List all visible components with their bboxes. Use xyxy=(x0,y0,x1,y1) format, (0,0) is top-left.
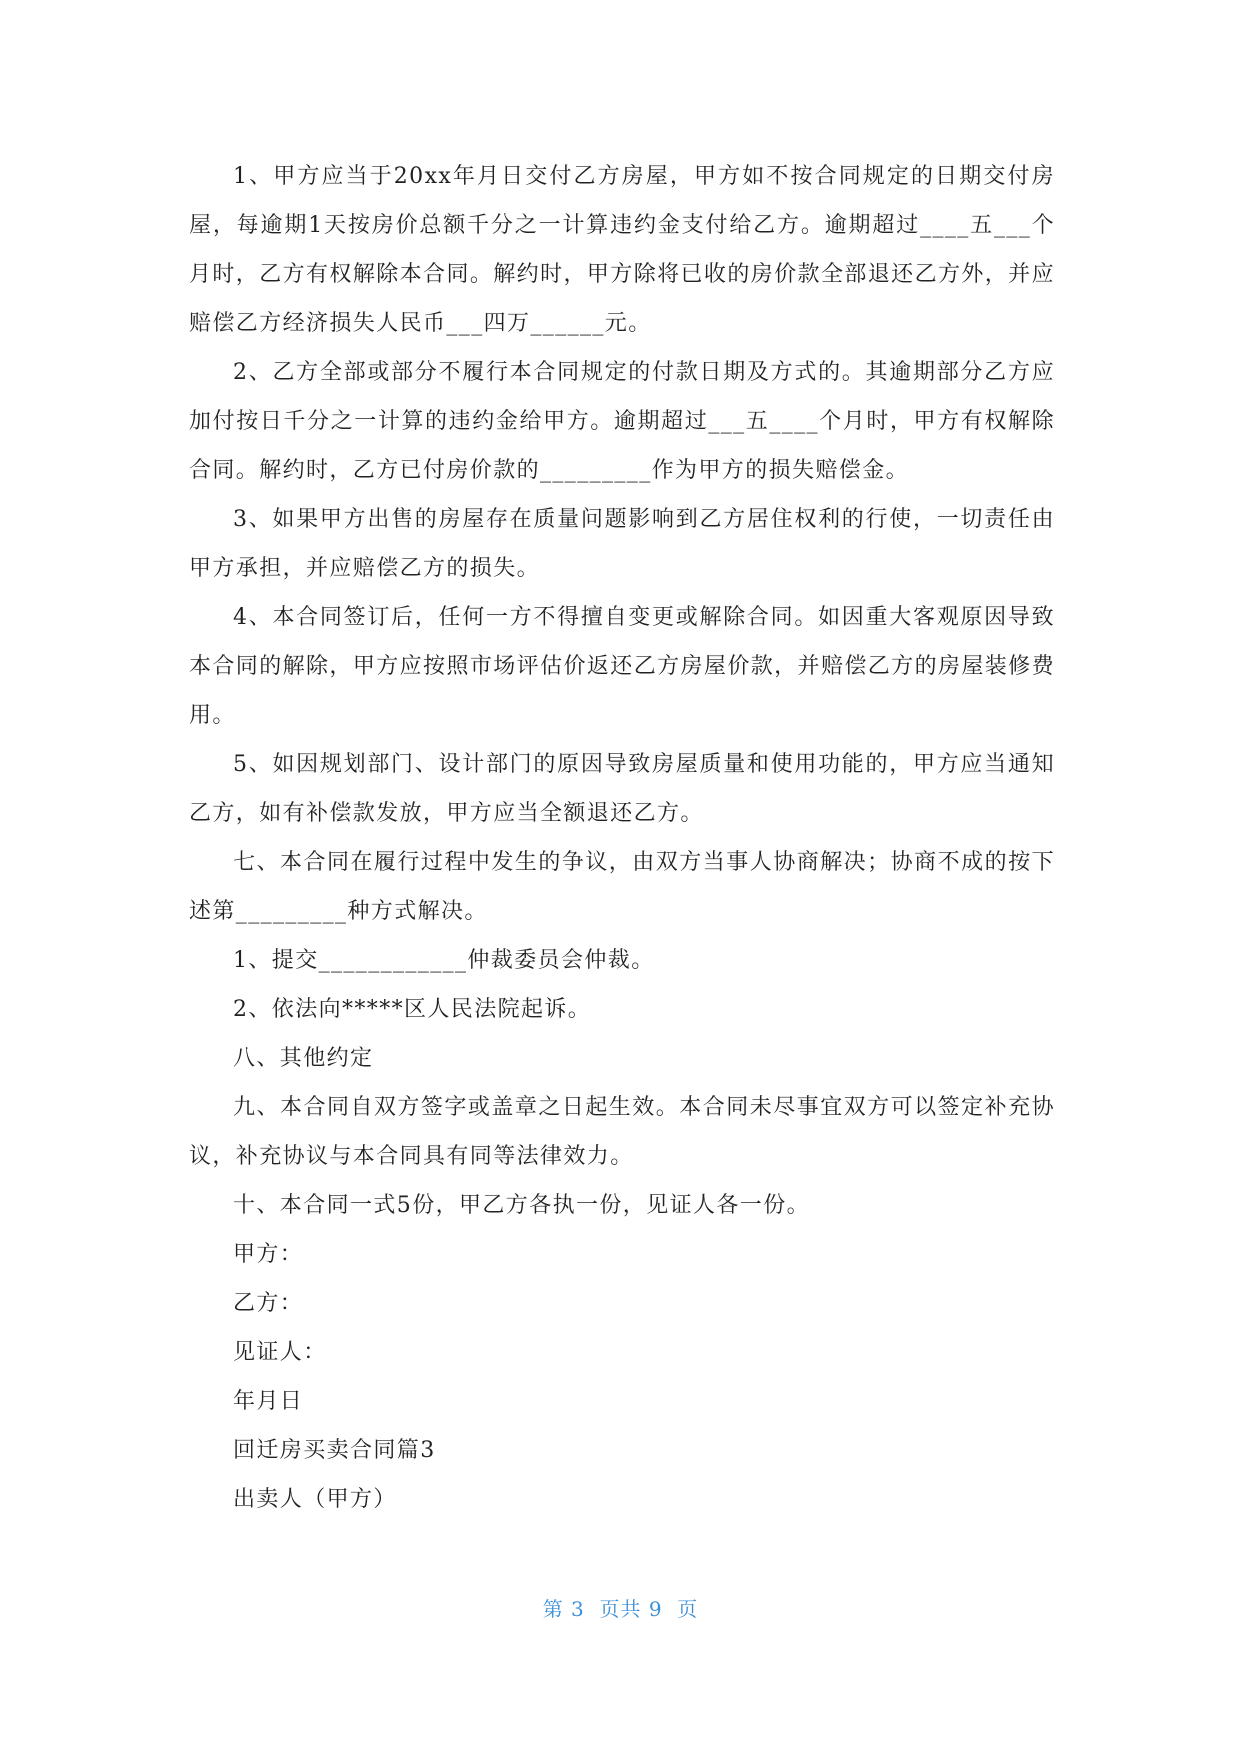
clause-paragraph: 5、如因规划部门、设计部门的原因导致房屋质量和使用功能的，甲方应当通知乙方，如有补偿款发放，甲方应当全额退还乙方。 xyxy=(189,752,1055,826)
page-number-footer: 第 3 页共 9 页 xyxy=(542,1597,699,1621)
dispute-option: 1、提交____________仲裁委员会仲裁。 xyxy=(233,948,655,973)
clause-paragraph: 3、如果甲方出售的房屋存在质量问题影响到乙方居住权利的行使，一切责任由甲方承担，并应赔偿乙方的损失。 xyxy=(189,507,1055,581)
date-line: 年月日 xyxy=(233,1389,304,1414)
document-body xyxy=(189,152,1055,1524)
clause-paragraph: 1、甲方应当于20xx年月日交付乙方房屋，甲方如不按合同规定的日期交付房屋，每逾期1天按房价总额千分之一计算违约金支付给乙方。逾期超过____五___个月时，乙方有权解除本合同。解约时，甲方除将已收的房价款全部退还乙方外，并应赔偿乙方经济损失人民币___四万______元。 xyxy=(189,164,1055,336)
party-b-signature-line: 乙方： xyxy=(233,1291,304,1316)
copies-clause: 十、本合同一式5份，甲乙方各执一份，见证人各一份。 xyxy=(233,1193,810,1218)
dispute-option: 2、依法向*****区人民法院起诉。 xyxy=(233,997,592,1022)
clause-paragraph: 2、乙方全部或部分不履行本合同规定的付款日期及方式的。其逾期部分乙方应加付按日千分之一计算的违约金给甲方。逾期超过___五____个月时，甲方有权解除合同。解约时，乙方已付房价款的_________作为甲方的损失赔偿金。 xyxy=(189,360,1055,483)
party-a-signature-line: 甲方： xyxy=(233,1242,304,1267)
seller-line: 出卖人（甲方） xyxy=(233,1487,397,1512)
effective-clause: 九、本合同自双方签字或盖章之日起生效。本合同未尽事宜双方可以签定补充协议，补充协议与本合同具有同等法律效力。 xyxy=(189,1095,1055,1169)
witness-signature-line: 见证人： xyxy=(233,1340,327,1365)
clause-paragraph: 4、本合同签订后，任何一方不得擅自变更或解除合同。如因重大客观原因导致本合同的解除，甲方应按照市场评估价返还乙方房屋价款，并赔偿乙方的房屋装修费用。 xyxy=(189,605,1055,728)
contract-title: 回迁房买卖合同篇3 xyxy=(233,1438,436,1463)
dispute-clause: 七、本合同在履行过程中发生的争议，由双方当事人协商解决；协商不成的按下述第_________种方式解决。 xyxy=(189,850,1055,924)
section-heading: 八、其他约定 xyxy=(233,1046,374,1071)
